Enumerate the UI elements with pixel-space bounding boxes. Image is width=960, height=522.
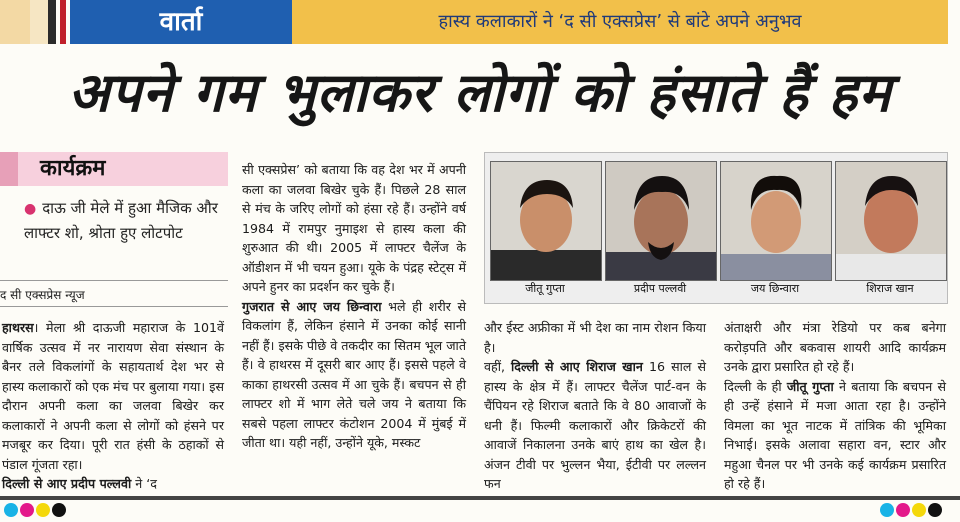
section-label <box>0 152 228 186</box>
masthead-tagline: हास्य कलाकारों ने ‘द सी एक्सप्रेस’ से बांटे अपने अनुभव <box>292 0 948 44</box>
registration-marks-left <box>4 503 66 517</box>
subheadline-text: दाऊ जी मेले में हुआ मैजिक और लाफ्टर शो, श्रोता हुए लोटपोट <box>24 199 218 242</box>
divider <box>0 280 228 281</box>
lead-name: दिल्ली से आए प्रदीप पल्लवी <box>2 476 132 491</box>
banner-stripe <box>0 0 30 44</box>
paragraph: अंताक्षरी और मंत्रा रेडियो पर कब बनेगा करोड़पति और बकवास शायरी आदि कार्यक्रम उनके द्वारा प्रसारित हो रहे हैं। <box>724 320 946 374</box>
yellow-dot <box>912 503 926 517</box>
photo-caption: शिराज खान <box>866 282 914 295</box>
cyan-dot <box>4 503 18 517</box>
top-banner <box>0 0 960 44</box>
banner-stripe <box>48 0 56 44</box>
footer-rule <box>0 496 960 500</box>
paragraph: दिल्ली के ही <box>724 378 787 394</box>
photo-jay-chhinvara <box>720 161 832 281</box>
subheadline <box>24 196 234 245</box>
lead-name: जीतू गुप्ता <box>786 378 834 394</box>
magenta-dot <box>896 503 910 517</box>
paragraph: वहीं, <box>484 359 512 374</box>
paragraph: ने ‘द <box>131 476 157 491</box>
divider <box>0 306 228 307</box>
black-dot <box>928 503 942 517</box>
article-column-2 <box>242 160 466 453</box>
paragraph: और ईस्ट अफ्रीका में भी देश का नाम रोशन किया है। <box>484 320 706 355</box>
portrait-image <box>606 162 716 280</box>
portrait-image <box>836 162 946 280</box>
paragraph: भले ही शरीर से विकलांग हैं, लेकिन हंसाने में उनका कोई सानी नहीं हैं। इसके पीछे वे तकदीर का सितम भूल जाते हैं। वे हाथरस में दूसरी बार आए हैं। इससे पहले वे काका हाथरसी उत्सव में आ चुके हैं। बचपन से ही लाफ्टर शो में भाग लेते चले जय ने बताया कि सबसे पहला लाफ्टर कंटोशन 2004 में मुंबई में जीता था। यही नहीं, उन्होंने यूके, मस्कट <box>242 298 466 450</box>
photo-caption: जय छिन्वारा <box>750 282 800 295</box>
paragraph: ने बताया कि बचपन से ही उन्हें हंसाने में मजा आता रहा है। उन्होंने विमला का भूत नाटक में तांत्रिक की भूमिका निभाई। इसके अलावा सहारा वन, स्टार और महुआ चैनल पर भी उनके कई कार्यक्रम प्रसारित हो रहे हैं। <box>724 378 946 491</box>
photo-caption: जीतू गुप्ता <box>525 282 565 295</box>
section-label-bar <box>0 152 18 186</box>
banner-stripe <box>60 0 66 44</box>
photo-shiraj-khan <box>835 161 947 281</box>
photo-strip <box>484 152 948 304</box>
portrait-image <box>721 162 831 280</box>
portrait-image <box>491 162 601 280</box>
photo-jitu-gupta <box>490 161 602 281</box>
paragraph: । मेला श्री दाऊजी महाराज के 101वें वार्षिक उत्सव में नर नारायण सेवा संस्थान के बैनर तले विकलांगों के सहायतार्थ देश भर से हास्य कलाकारों को एक मंच पर बुलाया गया। इस दौरान अपनी कला का जलवा बिखेर कर कलाकारों ने अपनी कला से लोगों को हंसने पर मजबूर कर दिया। पूरी रात हंसी के ठहाकों से पंडाल गूंजता रहा। <box>2 320 224 472</box>
photo-caption: प्रदीप पल्लवी <box>633 282 687 295</box>
paragraph: 16 साल से हास्य के क्षेत्र में हैं। लाफ्टर चैलेंज पार्ट-वन के चैंपियन रहे शिराज बताते कि वे 80 आवाजों के धनी हैं। फिल्मी कलाकारों और क्रिकेटरों की आवाजें निकालना उनके बाएं हाथ का खेल है। अंजन टीवी पर भुल्लन भैया, ईटीवी पर लल्लन फन <box>484 359 706 491</box>
banner-stripe <box>30 0 48 44</box>
bullet-icon: ● <box>24 201 37 217</box>
photo-pradeep-pallavi <box>605 161 717 281</box>
article-column-1 <box>2 318 224 494</box>
section-label-text: कार्यक्रम <box>40 156 106 181</box>
paragraph: सी एक्सप्रेस’ को बताया कि वह देश भर में अपनी कला का जलवा बिखेर चुके हैं। पिछले 28 साल से मंच के जरिए लोगों को हंसा रहे हैं। उन्होंने वर्ष 1984 में रामपुर नुमाइश से हास्य कला की शुरुआत की थी। 2005 में लाफ्टर चैलेंज के ऑडीशन में भी चयन हुआ। यूके के पंद्रह स्टेट्स में अपने हुनर का प्रदर्शन कर चुके हैं। <box>242 162 466 294</box>
lead-name: दिल्ली से आए शिराज खान <box>511 359 643 374</box>
lead-name: गुजरात से आए जय छिन्वारा <box>242 298 382 314</box>
yellow-dot <box>36 503 50 517</box>
black-dot <box>52 503 66 517</box>
magenta-dot <box>20 503 34 517</box>
cyan-dot <box>880 503 894 517</box>
masthead-title: वार्ता <box>70 0 292 44</box>
article-column-4 <box>724 318 946 494</box>
dateline: हाथरस <box>2 320 34 335</box>
article-column-3 <box>484 318 706 494</box>
registration-marks-right <box>880 503 942 517</box>
article-headline: अपने गम भुलाकर लोगों को हंसाते हैं हम <box>68 61 892 124</box>
byline: द सी एक्सप्रेस न्यूज <box>0 288 85 302</box>
